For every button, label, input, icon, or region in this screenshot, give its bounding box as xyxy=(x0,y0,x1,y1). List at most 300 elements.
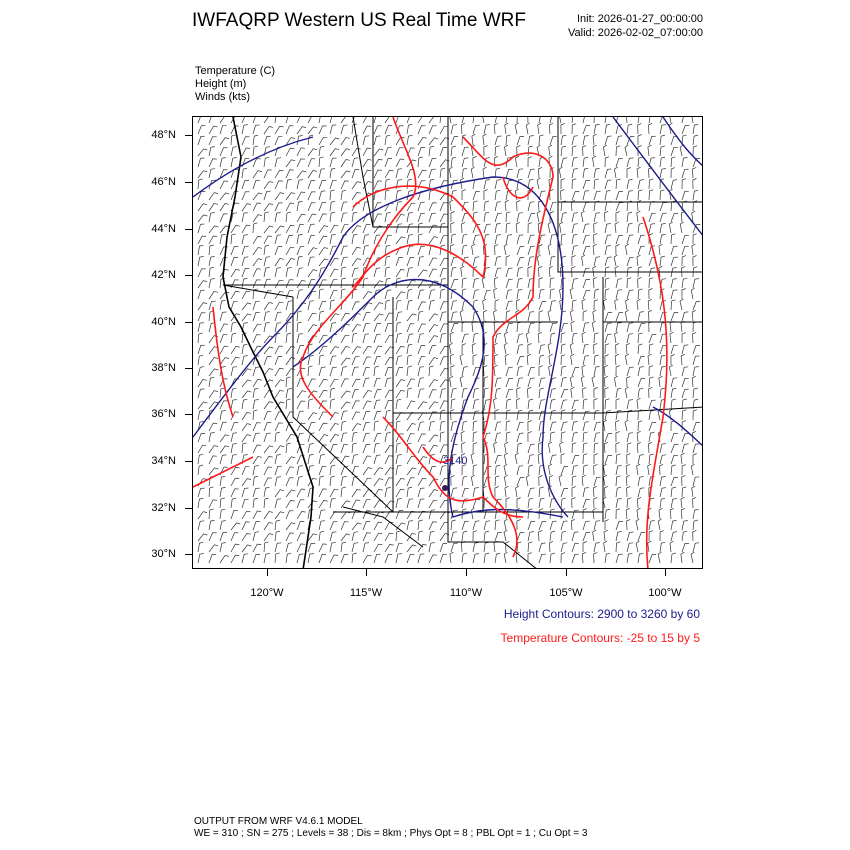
wind-barb xyxy=(286,160,295,167)
wind-barb xyxy=(517,520,521,531)
wind-barb xyxy=(330,212,335,222)
wind-barb xyxy=(528,235,535,244)
wind-barb xyxy=(504,552,507,563)
wind-barb xyxy=(660,455,666,464)
wind-barb xyxy=(319,236,327,244)
wind-barb xyxy=(506,323,513,332)
wind-barb xyxy=(627,168,631,179)
wind-barb xyxy=(231,333,236,343)
wind-barb xyxy=(209,204,218,212)
wind-barb xyxy=(198,256,204,266)
wind-barb xyxy=(385,235,392,244)
wind-barb xyxy=(253,248,262,256)
wind-barb xyxy=(319,367,326,376)
wind-barb xyxy=(231,533,238,541)
wind-barb xyxy=(638,180,644,189)
wind-barb xyxy=(429,366,434,376)
wind-barb xyxy=(660,213,667,222)
wind-barb xyxy=(605,117,611,123)
wind-barb xyxy=(297,224,304,233)
wind-barb xyxy=(451,280,458,289)
wind-barb xyxy=(528,214,535,222)
wind-barb xyxy=(209,533,217,541)
wind-barb xyxy=(638,388,643,398)
wind-barb xyxy=(473,554,479,563)
wind-barb xyxy=(253,498,258,508)
wind-barb xyxy=(275,280,283,288)
wind-barb xyxy=(451,301,457,310)
wind-barb xyxy=(253,466,259,476)
wind-barb xyxy=(671,355,675,366)
wind-barb xyxy=(198,367,204,376)
wind-barb xyxy=(319,554,326,563)
wind-barb xyxy=(671,421,675,431)
wind-barb xyxy=(264,357,271,365)
wind-barb xyxy=(572,497,576,508)
wind-barb xyxy=(209,169,215,178)
wind-barb xyxy=(407,324,414,332)
wind-barb xyxy=(418,170,427,178)
wind-barb xyxy=(429,146,434,156)
wind-barb xyxy=(594,343,598,354)
lon-label-110w: 110°W xyxy=(449,587,483,599)
wind-barb xyxy=(693,332,697,343)
wind-barb xyxy=(264,245,269,255)
lat-label-32n: 32°N xyxy=(151,502,176,514)
wind-barb xyxy=(583,235,590,244)
wind-barb xyxy=(264,487,269,497)
wind-barb xyxy=(429,203,437,211)
wind-barb xyxy=(429,543,435,553)
wind-barb xyxy=(396,292,405,299)
wind-barb xyxy=(627,367,634,376)
wind-barb xyxy=(429,190,434,200)
wind-barb xyxy=(559,117,562,123)
wind-barb xyxy=(352,158,358,167)
wind-barb xyxy=(451,476,455,487)
wind-barb xyxy=(493,398,497,409)
wind-barb xyxy=(561,543,567,552)
wind-barb xyxy=(275,423,283,431)
wind-barb xyxy=(374,434,381,442)
wind-barb xyxy=(605,509,610,519)
wind-barb xyxy=(253,171,262,178)
wind-barb xyxy=(429,138,438,145)
wind-barb xyxy=(693,302,700,311)
wind-barb xyxy=(264,456,273,464)
wind-barb xyxy=(548,442,552,453)
wind-barb xyxy=(505,486,509,497)
wind-barb xyxy=(253,223,258,233)
wind-barb xyxy=(341,324,350,332)
wind-barb xyxy=(363,543,369,552)
wind-barb xyxy=(539,345,545,354)
wind-barb xyxy=(461,541,465,552)
wind-barb xyxy=(549,354,553,365)
wind-barb xyxy=(449,167,452,178)
wind-barb xyxy=(462,278,467,288)
wind-barb xyxy=(407,268,413,277)
wind-barb xyxy=(670,541,674,552)
wind-barb xyxy=(429,531,434,541)
wind-barb xyxy=(352,432,357,442)
wind-barb xyxy=(571,321,575,332)
wind-barb xyxy=(660,498,665,508)
wind-barb xyxy=(461,123,465,134)
wind-barb xyxy=(396,554,402,564)
wind-barb xyxy=(231,489,239,497)
wind-barb xyxy=(483,310,487,321)
wind-barb xyxy=(297,171,306,178)
lat-tick xyxy=(185,182,192,183)
wind-barb xyxy=(561,234,566,244)
wind-barb xyxy=(693,146,697,156)
wind-barb xyxy=(625,145,628,156)
wind-barb xyxy=(286,553,291,563)
wind-barb xyxy=(671,378,677,387)
wind-barb xyxy=(570,310,573,321)
wind-barb xyxy=(418,499,424,508)
wind-barb xyxy=(671,345,678,354)
wind-barb xyxy=(220,234,226,244)
wind-barb xyxy=(517,289,522,299)
wind-barb xyxy=(484,125,490,135)
wind-barb xyxy=(242,380,251,387)
wind-barb xyxy=(286,148,294,156)
wind-barb xyxy=(396,399,401,409)
wind-barb xyxy=(220,312,226,321)
wind-barb xyxy=(407,456,415,464)
wind-barb xyxy=(495,300,499,310)
wind-barb xyxy=(593,156,597,167)
wind-barb xyxy=(264,478,272,486)
wind-barb xyxy=(275,170,284,178)
wind-barb xyxy=(649,521,655,531)
wind-barb xyxy=(450,552,454,563)
wind-barb xyxy=(550,521,557,530)
wind-barb xyxy=(603,145,606,156)
wind-barb xyxy=(253,215,262,222)
wind-barb xyxy=(242,269,249,277)
wind-barb xyxy=(352,247,361,255)
wind-barb xyxy=(341,522,349,530)
wind-barb xyxy=(572,554,579,563)
wind-barb xyxy=(253,280,261,288)
wind-barb xyxy=(627,212,632,222)
wind-barb xyxy=(473,290,479,299)
wind-barb xyxy=(594,464,598,475)
wind-barb xyxy=(449,343,452,354)
wind-barb xyxy=(330,138,339,145)
wind-barb xyxy=(264,433,271,442)
wind-barb xyxy=(198,355,203,365)
wind-barb xyxy=(594,388,598,399)
wind-barb xyxy=(385,357,394,365)
wind-barb xyxy=(614,255,617,266)
wind-barb xyxy=(506,135,511,145)
wind-barb xyxy=(571,354,574,365)
wind-barb xyxy=(330,367,337,376)
wind-barb xyxy=(319,126,327,134)
wind-barb xyxy=(693,410,697,420)
wind-barb xyxy=(407,235,413,245)
wind-barb xyxy=(561,553,565,563)
wind-barb xyxy=(638,289,643,299)
wind-barb xyxy=(275,137,282,145)
wind-barb xyxy=(352,182,361,189)
wind-barb xyxy=(209,391,218,398)
wind-barb xyxy=(341,278,346,288)
wind-barb xyxy=(604,486,608,497)
wind-barb xyxy=(242,246,249,255)
wind-barb xyxy=(649,432,654,442)
wind-barb xyxy=(330,445,337,453)
wind-barb xyxy=(308,224,315,233)
wind-barb xyxy=(528,157,532,167)
wind-barb xyxy=(537,211,540,222)
wind-barb xyxy=(209,487,214,497)
wind-barb xyxy=(604,211,608,222)
wind-barb xyxy=(330,180,337,189)
wind-barb xyxy=(286,369,295,376)
wind-barb xyxy=(319,489,327,497)
wind-barb xyxy=(275,213,281,223)
wind-barb xyxy=(692,244,696,255)
wind-barb xyxy=(297,489,305,497)
wind-barb xyxy=(471,167,474,178)
wind-barb xyxy=(528,432,532,443)
wind-barb xyxy=(627,179,633,189)
wind-barb xyxy=(594,454,598,464)
wind-barb xyxy=(242,522,250,530)
wind-barb xyxy=(538,442,542,453)
wind-barb xyxy=(330,489,338,497)
wind-barb xyxy=(484,224,491,233)
wind-barb xyxy=(637,431,641,442)
wind-barb xyxy=(341,117,350,123)
wind-barb xyxy=(549,541,553,552)
wind-barb xyxy=(583,191,589,200)
wind-barb xyxy=(297,148,305,156)
wind-barb xyxy=(539,530,543,541)
wind-barb xyxy=(319,401,327,409)
wind-barb xyxy=(308,248,317,255)
wind-barb xyxy=(330,280,337,288)
wind-barb xyxy=(528,223,532,233)
wind-barb xyxy=(374,281,383,288)
wind-barb xyxy=(561,189,565,200)
wind-barb xyxy=(341,257,348,266)
wind-barb xyxy=(418,346,425,355)
wind-barb xyxy=(220,435,229,442)
wind-barb xyxy=(341,402,350,409)
wind-barb xyxy=(583,279,590,288)
lon-label-105w: 105°W xyxy=(549,587,583,599)
wind-barb xyxy=(297,401,305,409)
wind-barb xyxy=(681,321,685,332)
wind-barb xyxy=(682,410,686,420)
wind-barb xyxy=(440,236,447,244)
wind-barb xyxy=(264,127,273,135)
wind-barb xyxy=(264,182,273,189)
wind-barb xyxy=(275,499,281,508)
wind-barb xyxy=(286,193,295,200)
wind-barb xyxy=(264,204,273,211)
wind-barb xyxy=(297,522,304,530)
wind-barb xyxy=(671,168,675,178)
wind-barb xyxy=(571,387,575,398)
wind-barb xyxy=(693,477,699,486)
wind-barb xyxy=(637,255,641,266)
wind-barb xyxy=(264,347,273,354)
wind-barb xyxy=(583,488,589,498)
wind-barb xyxy=(297,159,305,167)
wind-barb xyxy=(209,267,214,277)
wind-barb xyxy=(308,544,315,553)
wind-barb xyxy=(231,433,237,442)
wind-barb xyxy=(231,234,236,244)
wind-barb xyxy=(504,244,507,255)
wind-barb xyxy=(385,511,394,519)
wind-barb xyxy=(352,543,358,552)
wind-barb xyxy=(275,346,283,354)
wind-barb xyxy=(220,300,226,310)
wind-barb xyxy=(297,180,303,189)
wind-barb xyxy=(418,213,425,222)
wind-barb xyxy=(396,465,401,475)
wind-barb xyxy=(286,280,294,288)
wind-barb xyxy=(407,246,413,255)
wind-barb xyxy=(385,147,392,156)
wind-barb xyxy=(561,323,568,332)
wind-barb xyxy=(616,279,622,288)
wind-barb xyxy=(517,410,522,420)
wind-barb xyxy=(605,387,609,398)
wind-barb xyxy=(494,123,498,134)
wind-barb xyxy=(429,510,435,519)
wind-barb xyxy=(275,312,282,321)
wind-barb xyxy=(638,123,642,134)
wind-barb xyxy=(605,180,611,189)
wind-barb xyxy=(330,190,335,200)
wind-barb xyxy=(429,390,437,398)
wind-barb xyxy=(198,149,207,156)
wind-barb xyxy=(396,489,405,497)
wind-barb xyxy=(484,531,489,541)
wind-barb xyxy=(506,498,510,508)
wind-barb xyxy=(308,171,317,179)
wind-barb xyxy=(396,117,403,123)
wind-barb xyxy=(693,345,700,354)
wind-barb xyxy=(473,333,478,343)
wind-barb xyxy=(627,290,634,299)
wind-barb xyxy=(637,497,641,508)
wind-barb xyxy=(517,334,523,343)
wind-barb xyxy=(253,236,262,244)
wind-barb xyxy=(198,465,203,475)
wind-barb xyxy=(682,345,688,354)
wind-barb xyxy=(231,544,239,552)
wind-barb xyxy=(407,117,414,123)
wind-barb xyxy=(649,377,654,387)
wind-barb xyxy=(627,278,631,288)
wind-barb xyxy=(561,390,568,399)
wind-barb xyxy=(275,203,283,211)
wind-barb xyxy=(592,376,595,387)
wind-barb xyxy=(330,125,336,134)
wind-barb xyxy=(572,157,577,167)
wind-barb xyxy=(571,519,575,530)
wind-barb xyxy=(297,268,303,277)
wind-barb xyxy=(616,443,620,454)
wind-barb xyxy=(605,202,611,212)
wind-barb xyxy=(660,135,665,145)
wind-barb xyxy=(253,159,261,167)
wind-barb xyxy=(450,200,453,211)
wind-barb xyxy=(286,247,294,255)
wind-barb xyxy=(242,533,251,541)
wind-barb xyxy=(594,521,600,530)
wind-barb xyxy=(494,365,498,376)
wind-barb xyxy=(209,137,217,145)
wind-barb xyxy=(460,310,463,321)
wind-barb xyxy=(692,486,696,497)
wind-barb xyxy=(407,487,412,497)
wind-barb xyxy=(473,157,477,168)
wind-barb xyxy=(418,290,424,299)
wind-barb xyxy=(495,520,499,530)
wind-barb xyxy=(583,180,590,189)
wind-barb xyxy=(451,388,457,398)
wind-barb xyxy=(264,512,273,520)
wind-barb xyxy=(297,500,304,508)
wind-barb xyxy=(495,235,501,244)
wind-barb xyxy=(604,541,608,552)
wind-barb xyxy=(396,531,401,541)
wind-barb xyxy=(407,224,413,233)
wind-barb xyxy=(231,135,236,145)
wind-barb xyxy=(396,523,405,530)
wind-barb xyxy=(517,357,524,366)
wind-barb xyxy=(550,289,554,299)
wind-barb xyxy=(396,224,402,233)
chart-title: IWFAQRP Western US Real Time WRF xyxy=(192,10,526,31)
wind-barb xyxy=(341,160,350,168)
wind-barb xyxy=(660,190,664,200)
wind-barb xyxy=(429,179,434,189)
wind-barb xyxy=(495,389,501,399)
wind-barb xyxy=(220,214,228,222)
wind-barb xyxy=(682,521,688,531)
wind-barb xyxy=(308,159,315,167)
wind-barb xyxy=(220,487,226,497)
wind-barb xyxy=(693,322,697,332)
wind-barb xyxy=(549,145,552,156)
wind-barb xyxy=(264,369,273,376)
wind-barb xyxy=(593,508,597,519)
wind-barb xyxy=(209,423,217,431)
wind-barb xyxy=(407,379,415,387)
wind-barb xyxy=(539,476,543,487)
wind-barb xyxy=(517,498,521,509)
wind-barb xyxy=(682,169,689,178)
lat-tick xyxy=(185,135,192,136)
wind-barb xyxy=(638,324,645,332)
wind-barb xyxy=(385,170,394,178)
wind-barb xyxy=(550,301,556,310)
wind-barb xyxy=(440,168,445,178)
wind-barb xyxy=(209,213,215,223)
